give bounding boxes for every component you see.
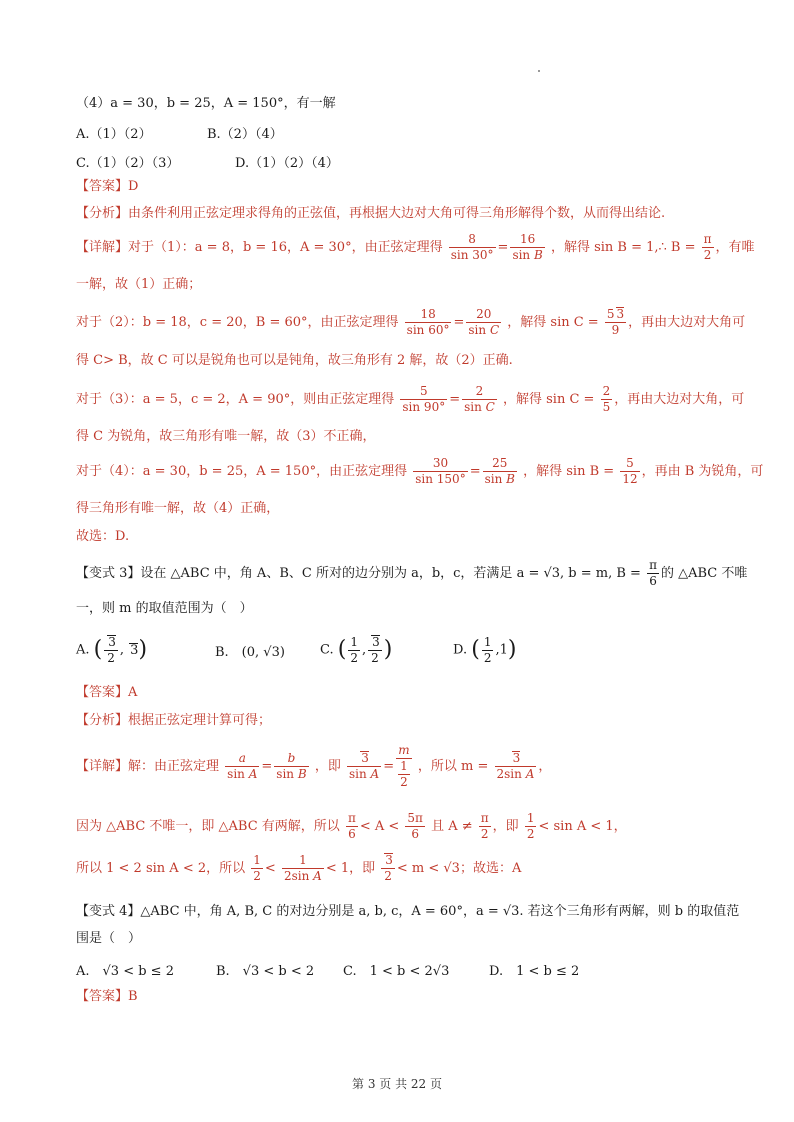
analysis-tag: 【分析】 (76, 206, 129, 221)
fraction: $\frac{3}{2}$ (104, 635, 118, 666)
detail-tag: 【详解】 (76, 759, 129, 774)
v4-option-a[interactable]: A. √3 < b ≤ 2 (76, 964, 174, 979)
v3-l2-d: ，即 (492, 819, 519, 834)
variant-3-stem (76, 558, 747, 589)
fraction: $\frac{\pi}{6}$ (649, 558, 657, 588)
detail-3-text-b: ，解得 sin C = (502, 392, 595, 407)
v3-detail-2 (76, 810, 627, 844)
v4-option-d[interactable]: D. 1 < b ≤ 2 (489, 964, 580, 979)
v3-l3-b: < (264, 861, 276, 876)
v4-answer-line (76, 988, 138, 1006)
v3-option-b[interactable]: B. (0, √3) (215, 645, 285, 660)
detail-1-text-c: ，有唯 (715, 240, 755, 255)
variant-3-stem-b: 的 △ABC 不唯 (660, 566, 748, 581)
v3-l3-c: < 1，即 (325, 861, 376, 876)
fraction: $\frac{1}{2}$ (350, 634, 358, 665)
analysis-line (76, 205, 665, 223)
detail-3: 对于（3）：a = 5，c = 2，A = 90°，则由正弦定理得 $\frac{5}{\sin 90^\circ}$ = $\frac{2}{\text{sin C}}$ ，解得 sin C = $\frac{2}{5}$ ，再由大边对大角，可 (76, 384, 745, 414)
fraction: $\frac{2}{\text{sin C}}$ (464, 384, 495, 414)
fraction: $\frac{5}{\sin 90^\circ}$ (402, 384, 446, 414)
v3-detail-1: 【详解】解：由正弦定理 $\frac{a}{\text{sin A}}$ = $\frac{b}{\text{sin B}}$ ，即 $\frac{3}{\text{sin A}}$ = $\frac{m}{\frac{1}{2}}$ ，所以 m = $\frac{3}{\text{2sin A}}$ ， (76, 743, 552, 789)
fraction: $\frac{1}{2}$ (526, 811, 535, 841)
v3-option-a-label: A. (76, 642, 90, 658)
page-footer: 第 3 页 共 22 页 (352, 1077, 442, 1091)
variant-4-tag: 【变式 4】 (76, 904, 141, 919)
fraction: $\frac{5}{12}$ (622, 456, 638, 486)
v3-detail-text-c: ，所以 m = (417, 759, 489, 774)
v3-detail-text-d: ， (538, 759, 552, 774)
fraction: $\frac{a}{\text{sin A}}$ (227, 751, 258, 781)
detail-2-text-b: ，解得 sin C = (507, 315, 599, 330)
fraction: $\frac{18}{\sin 60^\circ}$ (406, 307, 450, 337)
v3-option-d[interactable]: D. ( $\frac{1}{2}$ ,1) (453, 634, 517, 665)
conclusion: 故选：D. (76, 529, 130, 544)
variant-3-tag: 【变式 3】 (76, 566, 141, 581)
fraction: $\frac{3}{2}$ (368, 635, 382, 666)
fraction: $\frac{3}{\text{sin A}}$ (348, 751, 380, 781)
detail-3-line2: 得 C 为锐角，故三角形有唯一解，故（3）不正确， (76, 429, 376, 444)
variant-3-stem-line2: 一，则 m 的取值范围为（ ） (76, 601, 253, 616)
fraction: $\frac{b}{\text{sin B}}$ (276, 751, 307, 781)
v4-option-c[interactable]: C. 1 < b < 2√3 (343, 964, 450, 979)
analysis-text: 根据正弦定理计算可得； (128, 713, 272, 728)
scan-dot (538, 70, 540, 72)
v3-l2-b: < A < (359, 819, 400, 834)
fraction: $\frac{1}{2}$ (483, 634, 492, 665)
fraction: $\frac{3}{\text{2sin A}}$ (496, 751, 535, 781)
detail-2-text-c: ，再由大边对大角可 (628, 315, 746, 330)
v3-option-c[interactable]: C. ( $\frac{1}{2}$ , $\frac{3}{2}$ ) (320, 634, 393, 665)
fraction: $\frac{m}{\frac{1}{2}}$ (396, 743, 412, 790)
answer-tag: 【答案】 (76, 989, 129, 1004)
fraction: $\frac{\pi}{6}$ (347, 811, 356, 841)
analysis-tag: 【分析】 (76, 713, 129, 728)
fraction: $\frac{30}{\sin 150^\circ}$ (415, 456, 466, 486)
fraction: $\frac{25}{\text{sin B}}$ (484, 456, 515, 486)
answer-line (76, 178, 138, 196)
detail-2-text: 对于（2）：b = 18，c = 20，B = 60°，由正弦定理得 (76, 315, 399, 330)
fraction: $\frac{8}{\sin 30^\circ}$ (450, 232, 494, 262)
detail-2-line2: 得 C> B，故 C 可以是锐角也可以是钝角，故三角形有 2 解，故（2）正确. (76, 353, 513, 368)
detail-1-text: 对于（1）：a = 8，b = 16，A = 30°，由正弦定理得 (128, 240, 443, 255)
fraction: $\frac{\pi}{2}$ (480, 811, 489, 841)
fraction: $\frac{5 3}{9}$ (606, 307, 625, 337)
detail-2: 对于（2）：b = 18，c = 20，B = 60°，由正弦定理得 $\frac{18}{\sin 60^\circ}$ = $\frac{20}{\text{sin C}}$ ，解得 sin C = $\frac{5 3}{9}$ ，再由大边对大角可 (76, 307, 746, 337)
detail-4-text-b: ，解得 sin B = (523, 464, 615, 479)
answer-value: B (128, 989, 138, 1004)
answer-value: A (128, 685, 138, 700)
detail-4-line2: 得三角形有唯一解，故（4）正确， (76, 501, 280, 516)
v3-option-a[interactable]: A. ( $\frac{3}{2}$ , 3) (76, 634, 148, 665)
fraction: $\frac{1}{\text{2sin A}}$ (283, 853, 322, 883)
fraction: $\frac{16}{\text{sin B}}$ (512, 232, 543, 262)
fraction: $\frac{20}{\text{sin C}}$ (468, 307, 500, 337)
detail-3-text-c: ，再由大边对大角，可 (614, 392, 745, 407)
v3-detail-text-a: 解：由正弦定理 (128, 759, 220, 774)
v3-l2-e: < sin A < 1， (538, 819, 627, 834)
q-item-4: （4）a = 30，b = 25，A = 150°，有一解 (76, 96, 336, 111)
v3-l2-a: 因为 △ABC 不唯一，即 △ABC 有两解，所以 (76, 819, 340, 834)
detail-1-line2: 一解，故（1）正确； (76, 277, 202, 292)
v3-detail-3 (76, 852, 521, 886)
analysis-text: 由条件利用正弦定理求得角的正弦值，再根据大边对大角可得三角形解得个数，从而得出结论. (128, 206, 666, 221)
detail-tag: 【详解】 (76, 240, 129, 255)
option-a[interactable]: A.（1）（2） (76, 127, 152, 142)
answer-tag: 【答案】 (76, 685, 129, 700)
detail-4-text: 对于（4）：a = 30，b = 25，A = 150°，由正弦定理得 (76, 464, 408, 479)
answer-tag: 【答案】 (76, 179, 129, 194)
detail-1-text-b: ，解得 sin B = 1,∴ B = (550, 240, 696, 255)
v3-l3-a: 所以 1 < 2 sin A < 2，所以 (76, 861, 246, 876)
variant-4-stem-line2: 围是（ ） (76, 931, 142, 946)
option-d[interactable]: D.（1）（2）（4） (235, 156, 339, 171)
fraction: $\frac{1}{2}$ (253, 853, 261, 883)
v3-analysis-line (76, 712, 271, 730)
variant-4-stem (76, 903, 739, 921)
fraction: $\frac{5\pi}{6}$ (407, 811, 423, 841)
fraction: $\frac{3}{2}$ (381, 853, 395, 884)
v3-l2-c: 且 A ≠ (431, 819, 473, 834)
detail-4: 对于（4）：a = 30，b = 25，A = 150°，由正弦定理得 $\frac{30}{\sin 150^\circ}$ = $\frac{25}{\text{sin B}}$ ，解得 sin B = $\frac{5}{12}$ ，再由 B 为锐角，可 (76, 456, 764, 486)
v3-detail-text-b: ，即 (314, 759, 341, 774)
v3-l3-d: < m < √3；故选：A (396, 861, 522, 876)
detail-1: 【详解】对于（1）：a = 8，b = 16，A = 30°，由正弦定理得 $\frac{8}{\sin 30^\circ}$ = $\frac{16}{\text{sin B}}$ ，解得 sin B = 1,∴ B = $\frac{\pi}{2}$ ，有唯 (76, 232, 755, 262)
fraction: $\frac{\pi}{2}$ (703, 232, 712, 262)
fraction: $\frac{2}{5}$ (602, 384, 611, 414)
variant-3-stem-a: 设在 △ABC 中，角 A、B、C 所对的边分别为 a，b，c，若满足 a = √3, b = m, B = (140, 566, 641, 581)
answer-value: D (128, 179, 139, 194)
detail-3-text: 对于（3）：a = 5，c = 2，A = 90°，则由正弦定理得 (76, 392, 395, 407)
v3-option-d-label: D. (453, 642, 468, 658)
v4-option-b[interactable]: B. √3 < b < 2 (216, 964, 315, 979)
option-b[interactable]: B.（2）（4） (207, 127, 283, 142)
option-c[interactable]: C.（1）（2）（3） (76, 156, 180, 171)
v3-option-c-label: C. (320, 642, 334, 658)
v3-answer-line (76, 684, 137, 702)
variant-4-stem-text: △ABC 中，角 A, B, C 的对边分别是 a, b, c，A = 60°，a = √3. 若这个三角形有两解，则 b 的取值范 (140, 904, 740, 919)
detail-4-text-c: ，再由 B 为锐角，可 (641, 464, 764, 479)
